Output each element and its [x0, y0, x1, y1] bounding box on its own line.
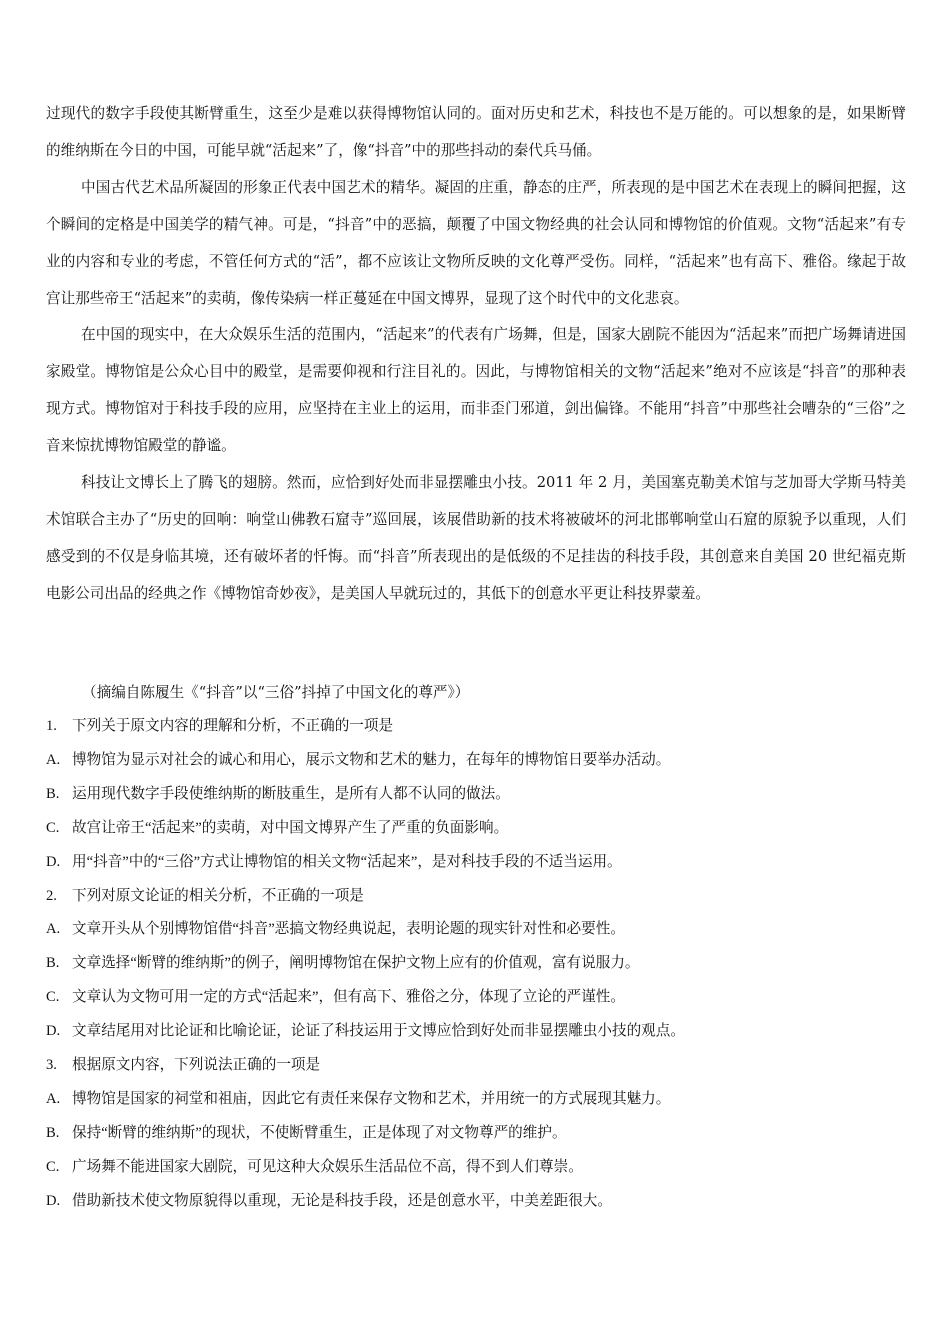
- option-text: 故宫让帝王“活起来”的卖萌，对中国文博界产生了严重的负面影响。: [72, 819, 509, 836]
- question-stem: [46, 1049, 906, 1083]
- passage-paragraph: 科技让文博长上了腾飞的翅膀。然而，应恰到好处而非显摆雕虫小技。2011 年 2 月，美国塞克勒美术馆与芝加哥大学斯马特美术馆联合主办了“历史的回响：响堂山佛教石窟寺”巡回展，该展借助新的技术将被破坏的河北邯郸响堂山石窟的原貌予以重现，人们感受到的不仅是身临其境，还有破坏者的忏悔。而“抖音”所表现出的是低级的不足挂齿的科技手段，其创意来自美国 20 世纪福克斯电影公司出品的经典之作《博物馆奇妙夜》，是美国人早就玩过的，其低下的创意水平更让科技界蒙羞。: [46, 474, 906, 602]
- passage-paragraph: 在中国的现实中，在大众娱乐生活的范围内，“活起来”的代表有广场舞，但是，国家大剧院不能因为“活起来”而把广场舞请进国家殿堂。博物馆是公众心目中的殿堂，是需要仰视和行注目礼的。因此，与博物馆相关的文物“活起来”绝对不应该是“抖音”的那种表现方式。博物馆对于科技手段的应用，应坚持在主业上的运用，而非歪门邪道，剑出偏锋。不能用“抖音”中那些社会嘈杂的“三俗”之音来惊扰博物馆殿堂的静谧。: [46, 326, 906, 455]
- answer-option[interactable]: [46, 1083, 906, 1117]
- question-number: 2.: [46, 887, 57, 904]
- answer-option[interactable]: [46, 1015, 906, 1049]
- question-stem: [46, 710, 906, 744]
- answer-option[interactable]: [46, 947, 906, 981]
- option-label: B.: [46, 1124, 60, 1141]
- question-stem: [46, 880, 906, 914]
- option-text: 文章结尾用对比论证和比喻论证，论证了科技运用于文博应恰到好处而非显摆雕虫小技的观点。: [72, 1023, 685, 1040]
- option-label: C.: [46, 819, 60, 836]
- answer-option[interactable]: [46, 913, 906, 947]
- option-text: 博物馆是国家的祠堂和祖庙，因此它有责任来保存文物和艺术，并用统一的方式展现其魅力。: [72, 1090, 671, 1107]
- passage-source: （摘编自陈履生《“抖音”以“三俗”抖掉了中国文化的尊严》）: [82, 684, 470, 701]
- option-label: A.: [46, 751, 61, 768]
- option-text: 文章开头从个别博物馆借“抖音”恶搞文物经典说起，表明论题的现实针对性和必要性。: [72, 921, 625, 938]
- option-text: 博物馆为显示对社会的诚心和用心，展示文物和艺术的魅力，在每年的博物馆日要举办活动。: [72, 751, 671, 768]
- answer-option[interactable]: [46, 1185, 906, 1219]
- option-label: C.: [46, 989, 60, 1006]
- option-text: 广场舞不能进国家大剧院，可见这种大众娱乐生活品位不高，得不到人们尊崇。: [72, 1158, 583, 1175]
- option-label: B.: [46, 785, 60, 802]
- answer-option[interactable]: [46, 1151, 906, 1185]
- option-label: D.: [46, 1192, 61, 1209]
- question-number: 1.: [46, 718, 57, 734]
- option-label: D.: [46, 1023, 61, 1040]
- option-text: 运用现代数字手段使维纳斯的断肢重生，是所有人都不认同的做法。: [72, 785, 510, 802]
- answer-option[interactable]: [46, 846, 906, 880]
- answer-option[interactable]: [46, 744, 906, 778]
- answer-option[interactable]: [46, 812, 906, 846]
- option-text: 借助新技术使文物原貌得以重现，无论是科技手段，还是创意水平，中美差距很大。: [72, 1192, 612, 1209]
- option-text: 保持“断臂的维纳斯”的现状，不使断臂重生，正是体现了对文物尊严的维护。: [72, 1124, 567, 1141]
- question-text: 下列关于原文内容的理解和分析，不正确的一项是: [72, 718, 394, 734]
- option-label: D.: [46, 853, 61, 870]
- option-label: A.: [46, 921, 61, 938]
- question-list: [46, 710, 906, 1219]
- option-label: C.: [46, 1158, 60, 1175]
- option-label: A.: [46, 1090, 61, 1107]
- reading-passage: [46, 96, 906, 613]
- option-label: B.: [46, 955, 60, 972]
- question-text: 根据原文内容，下列说法正确的一项是: [72, 1057, 321, 1074]
- question-text: 下列对原文论证的相关分析，不正确的一项是: [72, 887, 364, 904]
- passage-paragraph: 中国古代艺术品所凝固的形象正代表中国艺术的精华。凝固的庄重，静态的庄严，所表现的是中国艺术在表现上的瞬间把握，这个瞬间的定格是中国美学的精气神。可是，“抖音”中的恶搞，颠覆了中国文物经典的社会认同和博物馆的价值观。文物“活起来”有专业的内容和专业的考虑，不管任何方式的“活”，都不应该让文物所反映的文化尊严受伤。同样，“活起来”也有高下、雅俗。缘起于故宫让那些帝王“活起来”的卖萌，像传染病一样正蔓延在中国文博界，显现了这个时代中的文化悲哀。: [46, 178, 906, 307]
- question-number: 3.: [46, 1057, 57, 1074]
- answer-option[interactable]: [46, 981, 906, 1015]
- answer-option[interactable]: [46, 778, 906, 812]
- passage-paragraph: 过现代的数字手段使其断臂重生，这至少是难以获得博物馆认同的。面对历史和艺术，科技也不是万能的。可以想象的是，如果断臂的维纳斯在今日的中国，可能早就“活起来”了，像“抖音”中的那些抖动的秦代兵马俑。: [46, 105, 906, 159]
- option-text: 文章认为文物可用一定的方式“活起来”，但有高下、雅俗之分，体现了立论的严谨性。: [72, 989, 625, 1006]
- option-text: 文章选择“断臂的维纳斯”的例子，阐明博物馆在保护文物上应有的价值观，富有说服力。: [72, 955, 640, 972]
- answer-option[interactable]: [46, 1117, 906, 1151]
- option-text: 用“抖音”中的“三俗”方式让博物馆的相关文物“活起来”，是对科技手段的不适当运用。: [72, 853, 622, 870]
